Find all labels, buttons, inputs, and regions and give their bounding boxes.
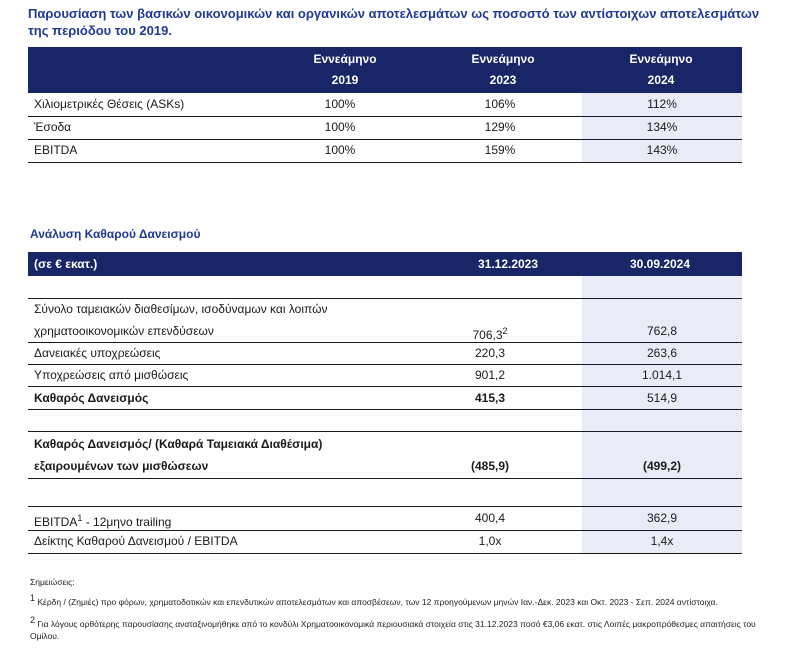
t2-net-value2: 514,9 (646, 391, 678, 405)
t2-ebitda-label-suffix: - 12μηνο trailing (82, 515, 172, 529)
footnote-ref: 2 (502, 326, 508, 336)
t1-h3-line2: 2024 (647, 73, 675, 87)
footnote-mark: 2 (30, 614, 36, 625)
t2-ratio-value2: 1,4x (650, 534, 674, 548)
t1-h1-line1: Εννεάμηνο (313, 52, 377, 66)
t1-row-value: 159% (484, 143, 516, 157)
t1-row-label: EBITDA (34, 143, 78, 157)
t2-lease-label: Υποχρεώσεις από μισθώσεις (34, 368, 189, 382)
t1-row-value: 106% (484, 97, 516, 111)
t1-row-label: Χιλιομετρικές Θέσεις (ASKs) (34, 97, 185, 111)
t2-ratio-value1: 1,0x (478, 534, 502, 548)
divider (28, 553, 742, 554)
t1-h3-line1: Εννεάμηνο (629, 52, 693, 66)
t1-h1-line2: 2019 (331, 73, 359, 87)
divider (28, 431, 742, 432)
footnote-ref: 1 (77, 513, 83, 523)
note-1-text: Κέρδη / (Ζημιές) προ φόρων, χρηματοδοτικών και επενδυτικών αποτελεσμάτων και αποσβέσεων, των 12 προηγούμενων μηνών Ιαν.-Δεκ. 2023 και Οκτ. 2023 - Σεπ. 2024 αντίστοιχα. (37, 596, 718, 607)
t2-header-col2: 30.09.2024 (629, 257, 691, 271)
note-2-text: Για λόγους ορθότερης παρουσίασης αναταξινομήθηκε από το κονδύλι Χρηματοοικονομικά περιουσιακά στοιχεία στις 31.12.2023 ποσό €3,06 εκατ. στις Λοιπές μακροπρόθεσμες απαιτήσεις του Ομίλου. (30, 618, 756, 641)
t2-excl-label-line1: Καθαρός Δανεισμός/ (Καθαρά Ταμειακά Διαθέσιμα) (34, 437, 323, 451)
t2-excl-label-line2: εξαιρουμένων των μισθώσεων (34, 459, 209, 473)
t2-cash-label-line1: Σύνολο ταμειακών διαθεσίμων, ισοδύναμων και λοιπών (34, 302, 328, 316)
t1-row-value: 112% (647, 97, 677, 111)
t2-net-label: Καθαρός Δανεισμός (34, 391, 149, 405)
t2-loans-value2: 263,6 (646, 346, 678, 360)
t1-h2-line1: Εννεάμηνο (471, 52, 535, 66)
t2-ratio-label: Δείκτης Καθαρού Δανεισμού / EBITDA (34, 534, 238, 548)
t1-row-value: 100% (324, 120, 356, 134)
t2-cash-value2: 762,8 (646, 324, 678, 338)
divider (28, 409, 742, 410)
t2-lease-value2: 1.014,1 (641, 368, 683, 382)
t2-ebitda-value1: 400,4 (474, 511, 506, 525)
t2-lease-value1: 901,2 (474, 368, 506, 382)
note-1 (30, 592, 770, 608)
t2-header-label: (σε € εκατ.) (34, 257, 98, 271)
t2-cash-value1-text: 706,3 (472, 328, 503, 342)
section-title: Ανάλυση Καθαρού Δανεισμού (30, 227, 201, 241)
t1-row-value: 134% (646, 120, 678, 134)
t2-net-value1: 415,3 (474, 391, 506, 405)
t1-row-value: 129% (484, 120, 516, 134)
t1-row-value: 100% (324, 143, 356, 157)
t2-loans-value1: 220,3 (474, 346, 506, 360)
divider (28, 478, 742, 479)
page-title: Παρουσίαση των βασικών οικονομικών και οργανικών αποτελεσμάτων ως ποσοστό των αντίστοιχων αποτελεσμάτων της περιόδου του 2019. (28, 6, 760, 38)
t2-header-col1: 31.12.2023 (477, 257, 539, 271)
notes (30, 576, 770, 642)
t2-excl-value1: (485,9) (470, 459, 510, 473)
t1-row-value: 100% (324, 97, 356, 111)
t2-ebitda-label-text: EBITDA (34, 515, 78, 529)
footnote-mark: 1 (30, 593, 36, 603)
notes-heading: Σημειώσεις: (30, 577, 75, 587)
t1-row-label: Έσοδα (34, 120, 72, 134)
t2-cash-label-line2: χρηματοοικονομικών επενδύσεων (34, 324, 214, 338)
t2-excl-value2: (499,2) (642, 459, 682, 473)
divider (28, 162, 742, 163)
t1-h2-line2: 2023 (489, 73, 517, 87)
note-2 (30, 614, 770, 642)
table2-header (28, 252, 742, 276)
table1-header (28, 47, 742, 93)
t2-loans-label: Δανειακές υποχρεώσεις (34, 346, 161, 360)
t1-row-value: 143% (646, 143, 678, 157)
t2-ebitda-value2: 362,9 (646, 511, 678, 525)
